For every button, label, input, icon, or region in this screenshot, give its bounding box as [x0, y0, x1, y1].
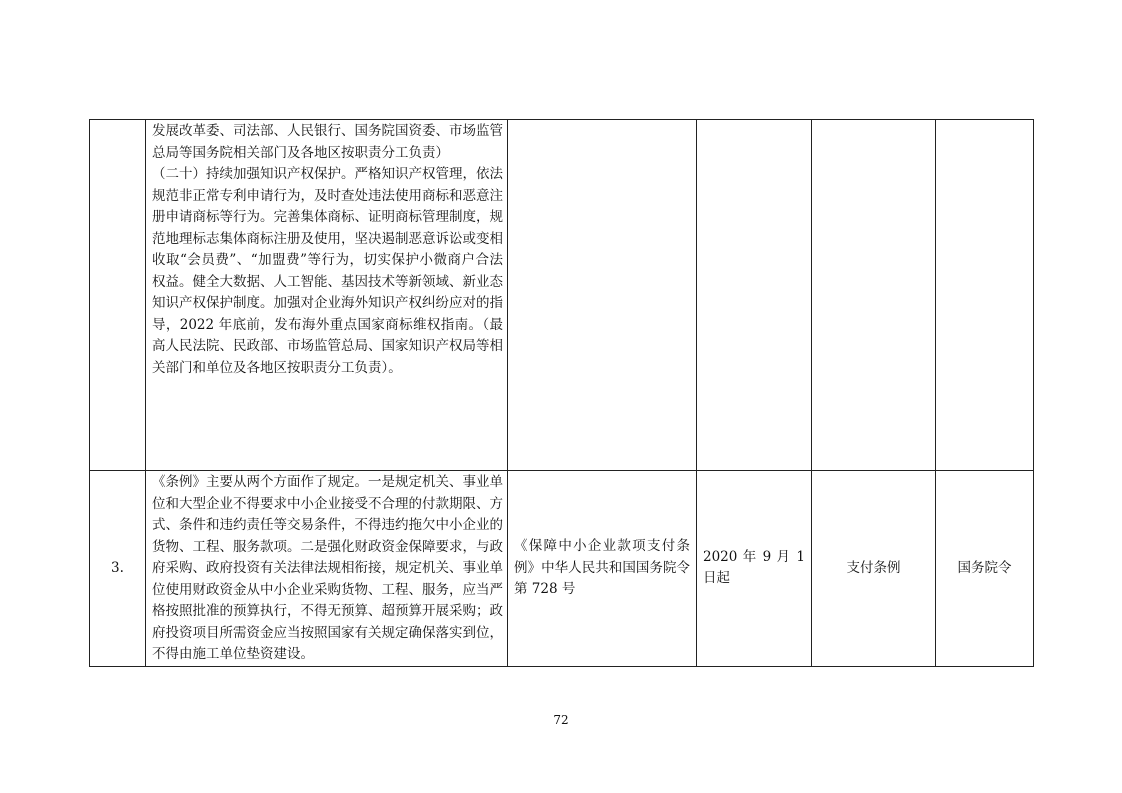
content-cell — [146, 471, 508, 667]
source-cell — [508, 120, 697, 471]
table-row — [90, 120, 1034, 471]
effective-date: 2020 年 9 月 1 日起 — [703, 548, 805, 587]
number-cell — [90, 120, 146, 471]
date-cell — [697, 471, 812, 667]
content-cell — [146, 120, 508, 471]
table-row — [90, 471, 1034, 667]
source-text: 《保障中小企业款项支付条例》中华人民共和国国务院令第 728 号 — [514, 538, 690, 597]
page-number: 72 — [553, 713, 569, 727]
date-cell — [697, 120, 812, 471]
source-cell — [508, 471, 697, 667]
category-cell: 支付条例 — [812, 471, 936, 667]
content-paragraph: （二十）持续加强知识产权保护。严格知识产权管理，依法规范非正常专利申请行为，及时查处违法使用商标和恶意注册申请商标等行为。完善集体商标、证明商标管理制度，规范地理标志集体商标注册及使用，坚决遏制恶意诉讼或变相收取“会员费”、“加盟费”等行为，切实保护小微商户合法权益。健全大数据、人工智能、基因技术等新领域、新业态知识产权保护制度。加强对企业海外知识产权纠纷应对的指导，2022 年底前，发布海外重点国家商标维权指南。（最高人民法院、民政部、市场监管总局、国家知识产权局等相关部门和单位及各地区按职责分工负责）。 — [152, 166, 503, 376]
number-cell: 3. — [90, 471, 146, 667]
content-paragraph: 《条例》主要从两个方面作了规定。一是规定机关、事业单位和大型企业不得要求中小企业接受不合理的付款期限、方式、条件和违约责任等交易条件，不得违约拖欠中小企业的货物、工程、服务款项。二是强化财政资金保障要求，与政府采购、政府投资有关法律法规相衔接，规定机关、事业单位使用财政资金从中小企业采购货物、工程、服务，应当严格按照批准的预算执行，不得无预算、超预算开展采购；政府投资项目所需资金应当按照国家有关规定确保落实到位，不得由施工单位垫资建设。 — [152, 474, 503, 662]
category-cell — [812, 120, 936, 471]
content-paragraph: 发展改革委、司法部、人民银行、国务院国资委、市场监管总局等国务院相关部门及各地区按职责分工负责） — [152, 123, 503, 161]
issuer-cell — [936, 120, 1034, 471]
issuer-cell: 国务院令 — [936, 471, 1034, 667]
regulation-table — [89, 119, 1034, 667]
